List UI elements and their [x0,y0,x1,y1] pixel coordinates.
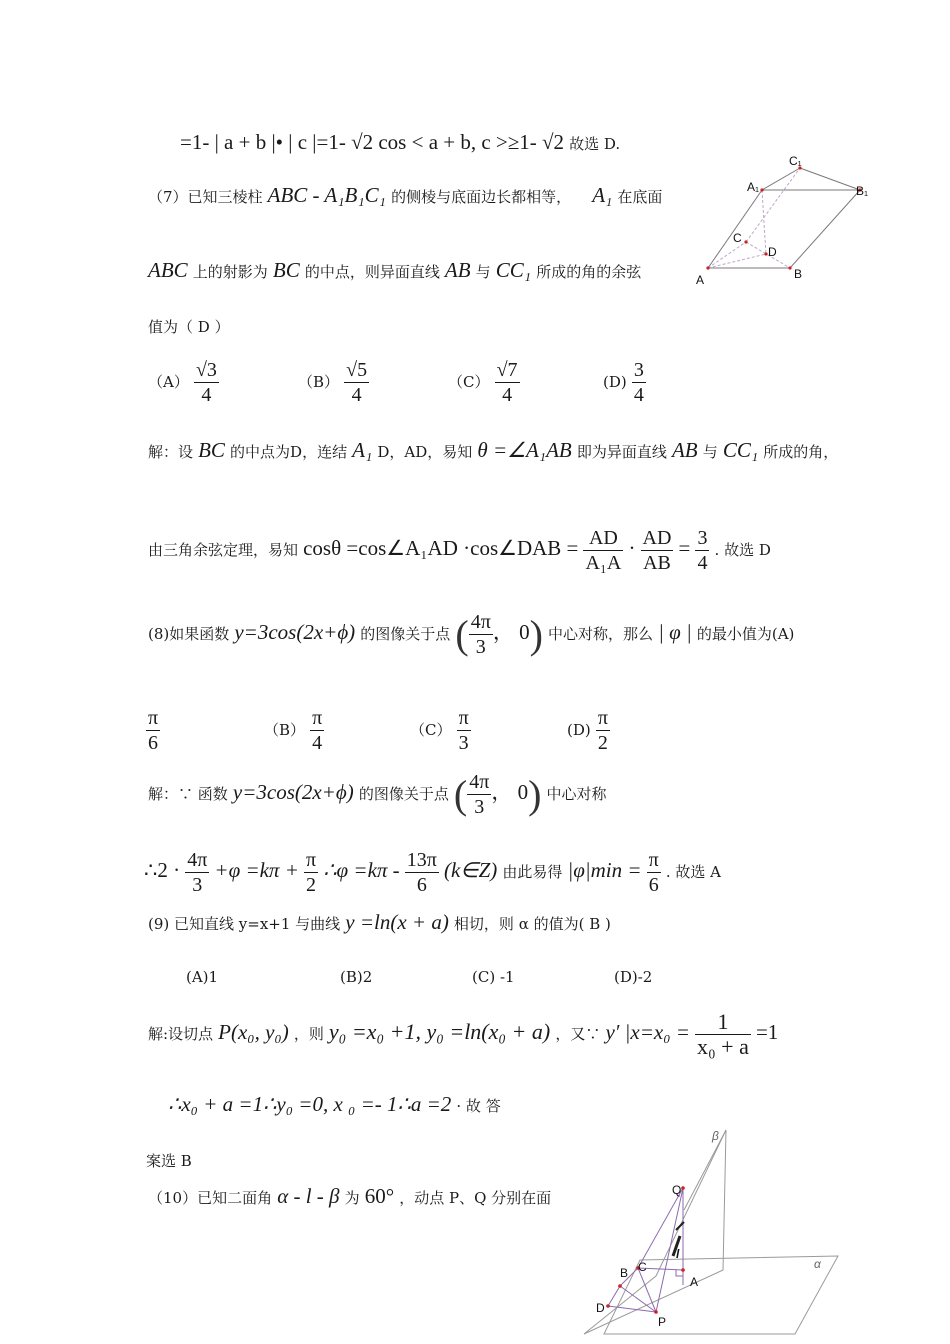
q7-text: 的中点，则异面直线 [304,263,440,281]
fraction: $\frac{\pi}{2}$ [305,849,317,896]
math-abc: ABC [148,258,188,282]
text: 相切，则 α 的值为( B ) [453,915,611,933]
fraction: $\frac{4\pi}{3}$ [469,771,490,818]
math: (k∈Z) [443,858,498,882]
text: D，AD，易知 [377,443,473,461]
math: =1 [755,1020,779,1044]
math-cos: cosθ =cos∠A₁AD ·cos∠DAB = [303,536,579,560]
q9-line-1 [148,910,611,935]
fraction: $\frac{3}{4}$ [697,527,708,574]
q8-option-b [264,706,324,755]
option-fraction: $\frac{√5}{4}$ [346,359,368,406]
text: 的最小值为(A) [696,625,795,643]
math-deg: 60° [364,1184,395,1208]
q7-option-a [148,358,219,407]
q7-solution-1 [148,438,838,463]
option-label: （C） [448,373,490,391]
math-ab: AB [444,258,471,282]
label-a: A [696,273,705,287]
q7-option-b [298,358,369,407]
text: 解：∵ 函数 [148,785,228,803]
math-func: y=3cos(2x+ϕ) [232,780,354,804]
text: 中心对称 [546,785,607,803]
paren: ( [455,612,469,657]
text: 由三角余弦定理，易知 [148,541,299,559]
text: . 故选 D [714,541,771,559]
q7-text: 所成的角的余弦 [536,263,642,281]
paren: ) [528,772,542,817]
q7-number: （7）已知三棱柱 [148,188,263,206]
option-label: （C） [410,721,452,739]
text: 为 [344,1189,360,1207]
math: ∴2 · [144,858,181,882]
label-beta: β [712,1129,719,1143]
math-bc: BC [272,258,300,282]
label-b: B [620,1266,629,1280]
math: ∴φ =kπ - [323,858,400,882]
q8-solution-2 [144,848,721,897]
label-a: A [690,1275,699,1289]
q7-option-c [448,358,520,407]
fraction: $\frac{4\pi}{3}$ [470,611,491,658]
text: (8)如果函数 [148,625,230,643]
formula-1: =1- | a + b |• | c |=1- √2 cos < a + b, c >≥1- √2 [180,130,565,154]
option-label: （B） [264,721,306,739]
q8-option-c [410,706,471,755]
option-label: (D) [567,721,591,739]
fraction: $\frac{AD}{AB}$ [642,527,672,574]
label-b: B [794,267,803,281]
option-fraction: $\frac{\pi}{2}$ [597,707,608,754]
math: y₀ =x₀ +1, y₀ =ln(x₀ + a) [328,1019,551,1044]
math-ab: AB [671,438,698,462]
text: 中心对称，那么 [548,625,654,643]
label-d: D [596,1301,605,1315]
option-fraction: $\frac{√7}{4}$ [496,359,518,406]
prism-name: ABC - A₁B₁C₁ [267,183,386,207]
q8-option-d [567,706,610,755]
text: 所成的角， [763,443,839,461]
fraction: $\frac{AD}{\text{A₁A}}$ [585,527,622,574]
q9-option-c: (C) -1 [472,968,515,986]
q9-option-a: (A)1 [186,968,219,986]
q7-text: 上的射影为 [192,263,268,281]
fraction: $\frac{4\pi}{3}$ [187,849,208,896]
label-c: C [733,231,742,245]
paren: ( [453,772,468,817]
dihedral-figure [580,1110,842,1340]
text: 解:设切点 [148,1025,214,1043]
math-eq: = [678,536,691,560]
paren: ) [529,612,543,657]
math-dihedral: α - l - β [277,1184,340,1208]
label-l: l [676,1247,680,1261]
math: ， 0 [492,620,530,644]
text: 的图像关于点 [358,785,449,803]
option-fraction: $\frac{\pi}{6}$ [148,707,159,754]
conclusion-1: 故选 D. [569,135,621,153]
prism-figure [690,150,880,290]
math: |φ|min = [567,858,642,882]
text: 的图像关于点 [360,625,451,643]
text: ，又∵ [555,1025,601,1043]
q7-solution-2 [148,526,771,575]
option-fraction: $\frac{√3}{4}$ [195,359,217,406]
q7-line-3: 值为（ D ） [148,318,230,336]
label-c: C [638,1260,647,1274]
q7-option-d [603,358,646,407]
q8-option-a [146,706,160,755]
q9-solution-2 [168,1092,501,1117]
q9-solution-3: 案选 B [146,1152,192,1170]
text: · 故 答 [456,1097,501,1115]
math: P(x₀, y₀) [218,1020,289,1044]
label-p: P [658,1315,667,1329]
label-q: Q [672,1183,682,1197]
label-b1: B₁ [856,184,869,198]
label-a1: A₁ [747,180,760,194]
option-fraction: $\frac{3}{4}$ [633,359,644,406]
q9-solution-1 [148,1010,778,1059]
math-theta: θ =∠A₁AB [477,438,572,462]
math: ∴x₀ + a =1∴y₀ =0, x ₀ =- 1∴a =2 [168,1092,452,1116]
q7-text: 与 [475,263,491,281]
q9-option-b: (B)2 [340,968,373,986]
q7-text: 在底面 [617,188,663,206]
math-a1: A₁ [352,438,373,462]
q7-line-1 [148,183,662,208]
text: . 故选 A [665,863,721,881]
fraction: $\frac{1}{\text{x₀ + a}}$ [697,1009,749,1059]
math-a1: A₁ [592,183,613,207]
math-cc1: CC₁ [722,438,759,462]
label-d: D [768,245,777,259]
text: ，动点 P、Q 分别在面 [399,1189,552,1207]
fraction: $\frac{\pi}{6}$ [648,849,659,896]
option-fraction: $\frac{\pi}{3}$ [458,707,469,754]
text: 与 [702,443,718,461]
math: ， 0 [491,780,529,804]
option-label: (D) [603,373,627,391]
label-alpha: α [814,1257,821,1271]
math: y′ |x=x₀ = [605,1020,690,1044]
math-func: y=3cos(2x+ϕ) [234,620,356,644]
text: 的中点为D，连结 [230,443,348,461]
math: +φ =kπ + [214,858,299,882]
math-dot: · [628,536,636,560]
line-1 [180,130,620,155]
text: (9) 已知直线 y=x+1 与曲线 [148,915,341,933]
option-label: （B） [298,373,340,391]
fraction: $\frac{13\pi}{6}$ [406,849,437,896]
q7-text: 的侧棱与底面边长都相等， [391,188,572,206]
q8-line-1 [148,610,794,659]
q9-option-d: (D)-2 [614,968,653,986]
math-bc: BC [198,438,225,462]
text: （10）已知二面角 [148,1189,273,1207]
text: 即为异面直线 [576,443,667,461]
text: 解：设 [148,443,194,461]
math-cc1: CC₁ [495,258,532,282]
option-fraction: $\frac{\pi}{4}$ [312,707,323,754]
label-c1: C₁ [789,154,802,168]
q10-line-1 [148,1184,551,1209]
q7-line-2 [148,258,641,283]
text: ，则 [293,1025,324,1043]
q8-solution-1 [148,770,607,819]
text: 由此易得 [502,863,563,881]
math-curve: y =ln(x + a) [345,910,449,934]
option-label: （A） [148,373,189,391]
math-phi: | φ | [658,620,692,644]
